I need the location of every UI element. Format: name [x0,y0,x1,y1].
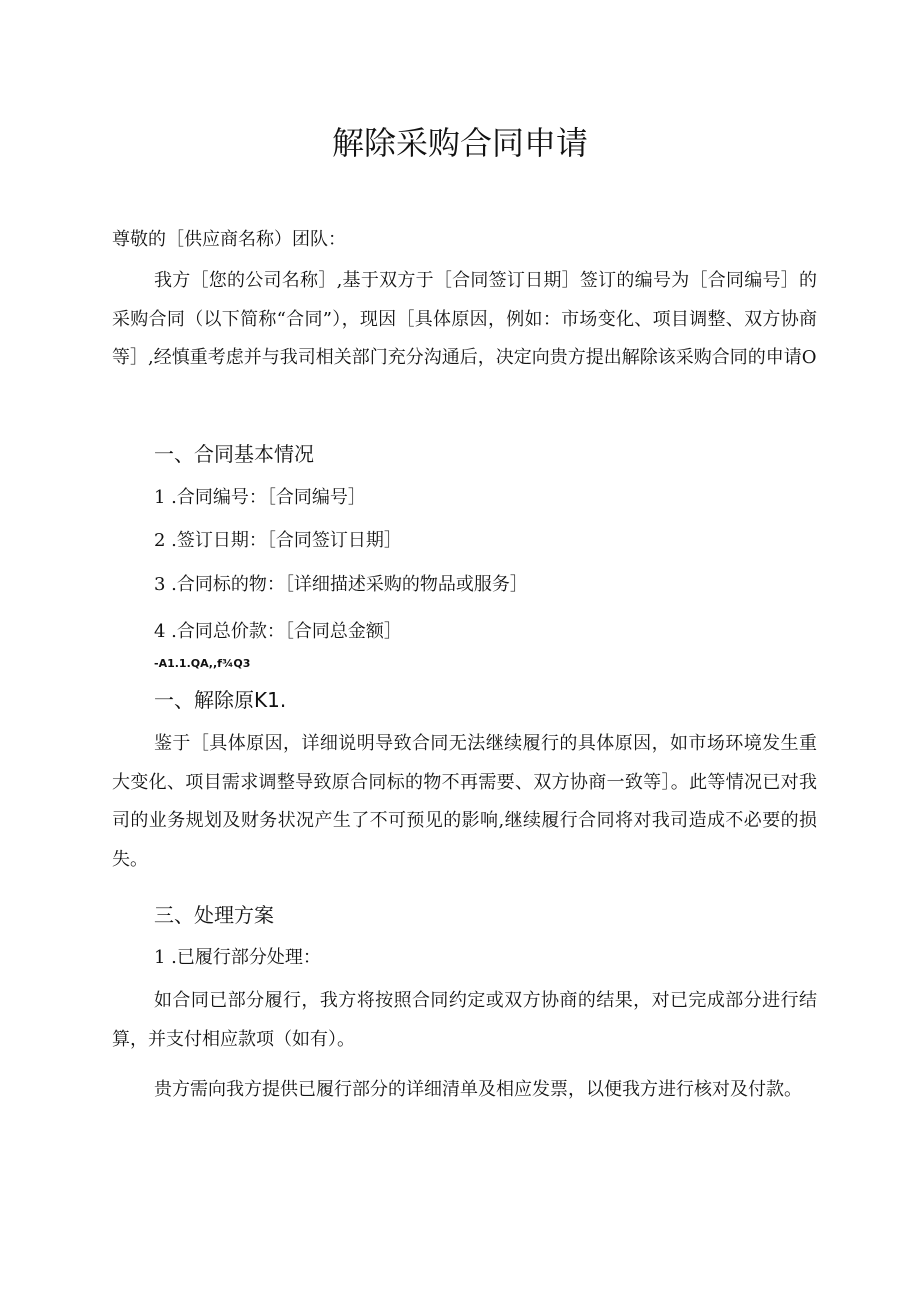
section-1-heading: 一、合同基本情况 [154,442,314,466]
subject-matter-item: 3 .合同标的物：［详细描述采购的物品或服务］ [154,574,528,595]
settlement-paragraph: 如合同已部分履行，我方将按照合同约定或双方协商的结果，对已完成部分进行结算，并支付相应款项（如有）。 [112,990,817,1050]
invoice-paragraph: 贵方需向我方提供已履行部分的详细清单及相应发票，以便我方进行核对及付款。 [154,1079,802,1100]
performed-part-item: 1 .已履行部分处理： [154,947,321,968]
section-3-heading: 三、处理方案 [154,903,274,927]
document-title: 解除采购合同申请 [331,124,588,162]
garbled-text-line: -A1.1.QA,,f¾Q3 [154,657,251,670]
sign-date-item: 2 .签订日期：［合同签订日期］ [154,530,402,551]
section-2-heading: 一、解除原K1. [154,688,287,712]
total-price-item: 4 .合同总价款：［合同总金额］ [154,621,402,642]
contract-number-item: 1 .合同编号：［合同编号］ [154,487,366,508]
salutation: 尊敬的［供应商名称）团队： [112,229,346,250]
intro-paragraph: 我方［您的公司名称］,基于双方于［合同签订日期］签订的编号为［合同编号］的采购合同（以下简称“合同”），现因［具体原因，例如：市场变化、项目调整、双方协商等］,经慎重考虑并与我司相关部门充分沟通后，决定向贵方提出解除该采购合同的申请O [112,270,817,368]
termination-reason-paragraph: 鉴于［具体原因，详细说明导致合同无法继续履行的具体原因，如市场环境发生重大变化、项目需求调整导致原合同标的物不再需要、双方协商一致等］。此等情况已对我司的业务规划及财务状况产生了不可预见的影响,继续履行合同将对我司造成不必要的损失。 [112,733,817,870]
